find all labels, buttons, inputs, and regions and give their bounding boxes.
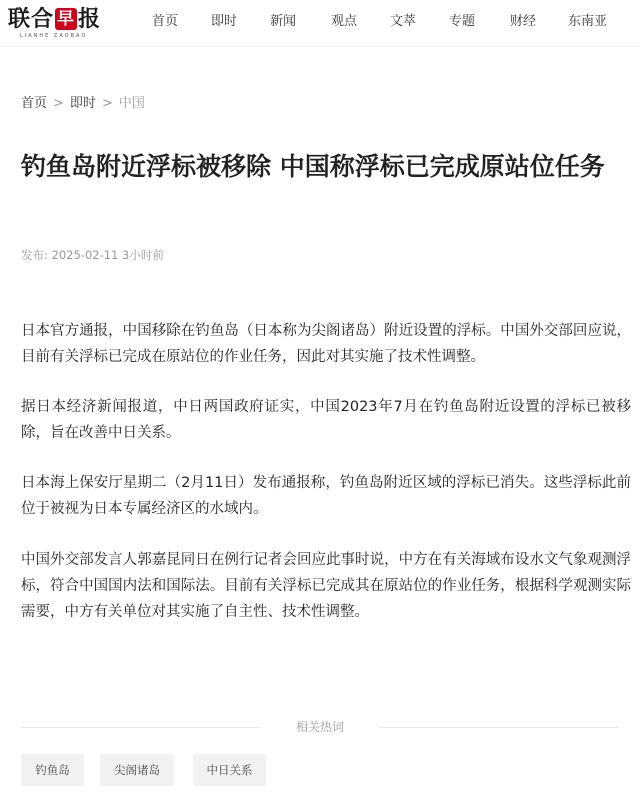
nav-item-topics[interactable]: 专题 bbox=[449, 14, 476, 29]
nav-item-home[interactable]: 首页 bbox=[152, 14, 179, 29]
top-navbar bbox=[0, 0, 640, 47]
article-paragraph: 据日本经济新闻报道，中日两国政府证实，中国2023年7月在钓鱼岛附近设置的浮标已被移除，旨在改善中日关系。 bbox=[21, 399, 631, 441]
site-logo[interactable] bbox=[8, 6, 108, 44]
breadcrumb bbox=[21, 95, 145, 113]
nav-item-realtime[interactable]: 即时 bbox=[211, 14, 238, 29]
nav-item-finance[interactable]: 财经 bbox=[510, 14, 537, 29]
logo-text-left: 联合 bbox=[8, 6, 55, 32]
related-divider-right bbox=[378, 727, 618, 728]
tag-senkaku-islands[interactable]: 尖阁诸岛 bbox=[100, 754, 174, 786]
publish-info: 发布: 2025-02-11 3小时前 bbox=[21, 248, 164, 262]
logo-subtitle: LIANHE ZAOBAO bbox=[20, 33, 88, 39]
related-divider-left bbox=[21, 727, 261, 728]
article-paragraph: 日本官方通报，中国移除在钓鱼岛（日本称为尖阁诸岛）附近设置的浮标。中国外交部回应说，目前有关浮标已完成在原站位的作业任务，因此对其实施了技术性调整。 bbox=[21, 323, 631, 365]
tag-diaoyu-island[interactable]: 钓鱼岛 bbox=[21, 754, 84, 786]
logo-badge: 早 bbox=[57, 9, 76, 29]
nav-item-digest[interactable]: 文萃 bbox=[390, 14, 417, 29]
article-title: 钓鱼岛附近浮标被移除 中国称浮标已完成原站位任务 bbox=[21, 152, 605, 181]
logo-wordmark bbox=[8, 6, 101, 32]
breadcrumb-separator: > bbox=[53, 96, 64, 111]
logo-text-right: 报 bbox=[78, 6, 102, 32]
nav-item-news[interactable]: 新闻 bbox=[270, 14, 297, 29]
breadcrumb-realtime[interactable]: 即时 bbox=[69, 96, 96, 111]
article-paragraph: 日本海上保安厅星期二（2月11日）发布通报称，钓鱼岛附近区域的浮标已消失。这些浮标此前位于被视为日本专属经济区的水域内。 bbox=[21, 475, 631, 517]
nav-item-opinion[interactable]: 观点 bbox=[331, 14, 358, 29]
breadcrumb-separator: > bbox=[101, 96, 113, 111]
breadcrumb-home[interactable]: 首页 bbox=[21, 96, 48, 111]
related-keywords-label: 相关热词 bbox=[296, 720, 345, 734]
breadcrumb-current[interactable]: 中国 bbox=[118, 96, 145, 111]
tag-china-japan-relations[interactable]: 中日关系 bbox=[193, 754, 266, 786]
article-paragraph: 中国外交部发言人郭嘉昆同日在例行记者会回应此事时说，中方在有关海域布设水文气象观测浮标，符合中国国内法和国际法。目前有关浮标已完成其在原站位的作业任务，根据科学观测实际需要，中方有关单位对其实施了自主性、技术性调整。 bbox=[21, 552, 631, 620]
nav-item-southeast-asia[interactable]: 东南亚 bbox=[568, 14, 608, 29]
